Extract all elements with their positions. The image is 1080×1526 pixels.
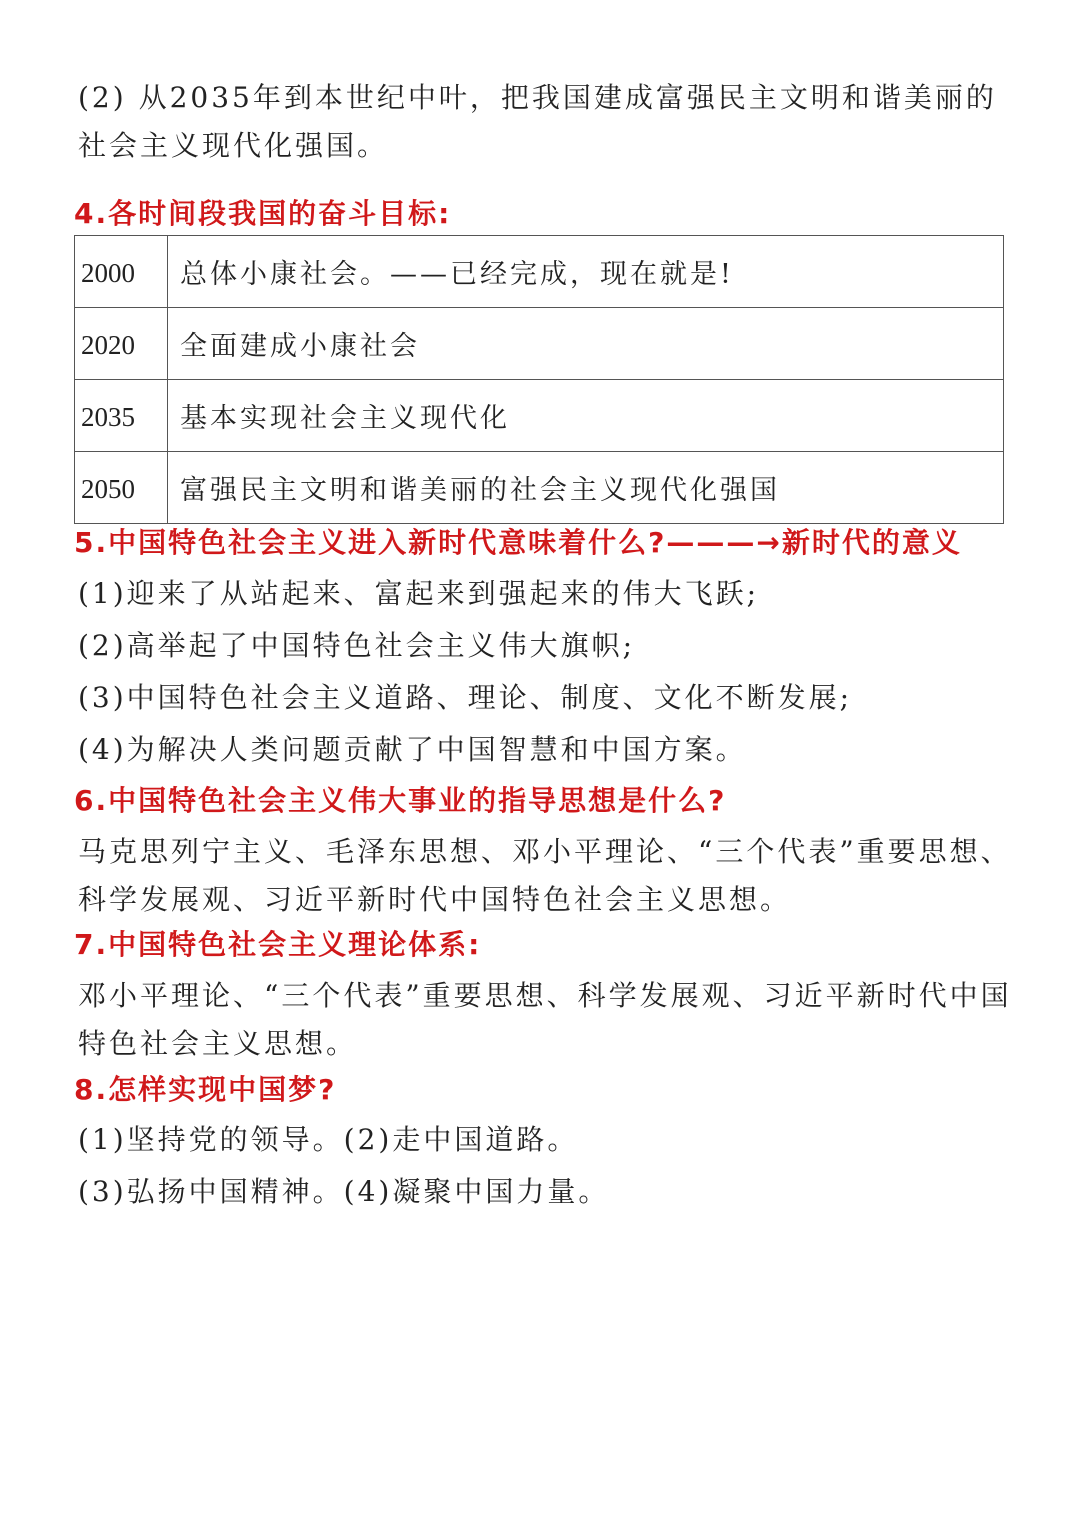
section-5-item-4: (4)为解决人类问题贡献了中国智慧和中国方案。: [78, 733, 747, 766]
goal-cell: 基本实现社会主义现代化: [168, 380, 1004, 452]
goals-table: [74, 235, 1004, 524]
section-6-body: 马克思列宁主义、毛泽东思想、邓小平理论、“三个代表”重要思想、科学发展观、习近平新时代中国特色社会主义思想。: [78, 835, 1012, 916]
section-8-line-2: (3)弘扬中国精神。(4)凝聚中国力量。: [78, 1175, 610, 1208]
goal-cell: 总体小康社会。——已经完成，现在就是!: [168, 236, 1004, 308]
table-row: [75, 452, 1004, 524]
section-5-item-2: (2)高举起了中国特色社会主义伟大旗帜;: [78, 629, 636, 662]
table-row: [75, 308, 1004, 380]
section-7-heading: 7.中国特色社会主义理论体系:: [74, 928, 482, 961]
section-5-item-1: (1)迎来了从站起来、富起来到强起来的伟大飞跃;: [78, 577, 760, 610]
year-cell: 2050: [75, 452, 168, 524]
year-cell: 2000: [75, 236, 168, 308]
section-8-line-1: (1)坚持党的领导。(2)走中国道路。: [78, 1123, 579, 1156]
section-8-heading: 8.怎样实现中国梦?: [74, 1073, 337, 1106]
table-row: [75, 236, 1004, 308]
table-row: [75, 380, 1004, 452]
goal-cell: 全面建成小康社会: [168, 308, 1004, 380]
section-6-heading: 6.中国特色社会主义伟大事业的指导思想是什么?: [74, 784, 727, 817]
section-5-heading: 5.中国特色社会主义进入新时代意味着什么?———→新时代的意义: [74, 526, 962, 559]
section-4-heading: 4.各时间段我国的奋斗目标:: [74, 197, 452, 230]
section-7-body: 邓小平理论、“三个代表”重要思想、科学发展观、习近平新时代中国特色社会主义思想。: [78, 979, 1012, 1060]
year-cell: 2020: [75, 308, 168, 380]
year-cell: 2035: [75, 380, 168, 452]
section-5-item-3: (3)中国特色社会主义道路、理论、制度、文化不断发展;: [78, 681, 853, 714]
goal-cell: 富强民主文明和谐美丽的社会主义现代化强国: [168, 452, 1004, 524]
intro-item-2: (2) 从2035年到本世纪中叶，把我国建成富强民主文明和谐美丽的社会主义现代化强国。: [78, 81, 997, 162]
